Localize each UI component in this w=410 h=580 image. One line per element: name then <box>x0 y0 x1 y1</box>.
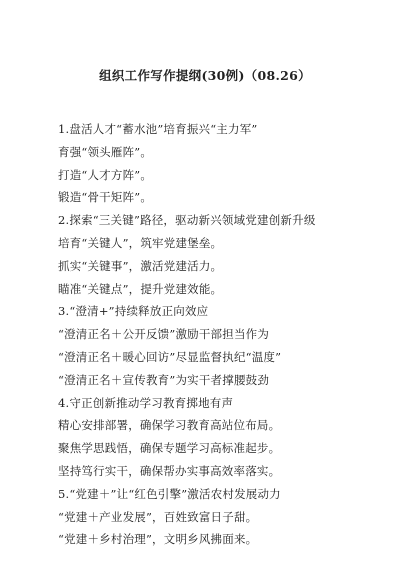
outline-item: “党建＋乡村治理”，文明乡风拂面来。 <box>58 532 258 547</box>
outline-item: 聚焦学思践悟，确保专题学习高标准起步。 <box>58 441 281 456</box>
document-title: 组织工作写作提纲(30例)（08.26） <box>99 68 311 83</box>
outline-item: “党建＋产业发展”，百姓致富日子甜。 <box>58 509 258 524</box>
outline-heading-1: 1.盘活人才“蓄水池”培育振兴“主力军” <box>58 122 258 136</box>
outline-heading-2: 2.探索“三关键”路径，驱动新兴领域党建创新升级 <box>58 213 316 228</box>
outline-heading-3: 3.“澄清+”持续释放正向效应 <box>58 304 209 319</box>
outline-item: “澄清正名＋宣传教育”为实干者撑腰鼓劲 <box>58 372 270 387</box>
outline-item: 瞄准“关键点”，提升党建效能。 <box>58 281 223 296</box>
outline-heading-5: 5.“党建＋”让“红色引擎”激活农村发展动力 <box>58 486 281 501</box>
outline-item: “澄清正名＋暖心回访”尽显监督执纪“温度” <box>58 349 282 364</box>
outline-item: 锻造“骨干矩阵”。 <box>58 190 153 205</box>
outline-item: 坚持笃行实干，确保帮办实事高效率落实。 <box>58 463 281 478</box>
outline-heading-4: 4.守正创新推动学习教育掷地有声 <box>58 395 234 410</box>
outline-item: 抓实“关键事”，激活党建活力。 <box>58 258 223 273</box>
outline-item: 打造“人才方阵”。 <box>58 167 153 182</box>
outline-item: 培育“关键人”，筑牢党建堡垒。 <box>58 235 223 250</box>
outline-item: 精心安排部署，确保学习教育高站位布局。 <box>58 418 281 433</box>
document-body <box>58 118 398 551</box>
outline-item: “澄清正名＋公开反馈”激励干部担当作为 <box>58 327 270 342</box>
outline-item: 育强“领头雁阵”。 <box>58 144 153 159</box>
